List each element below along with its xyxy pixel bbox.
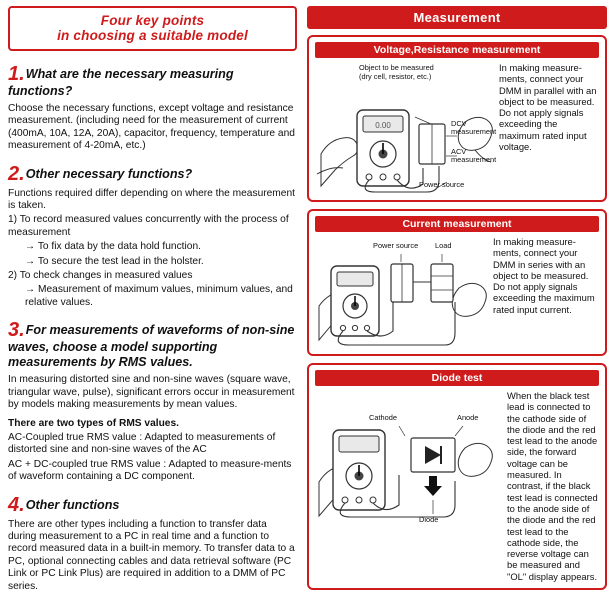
panel-voltage-body: [315, 62, 599, 194]
panel-voltage-resistance: [307, 35, 607, 202]
section-2-list-item-3: → To secure the test lead in the holster.: [25, 255, 204, 267]
label-cathode: Cathode: [369, 413, 397, 422]
section-3-number: 3.: [8, 319, 25, 342]
left-header-line2: in choosing a suitable model: [57, 28, 248, 43]
panel-diode-title: Diode test: [315, 370, 599, 386]
note-voltage-measurement: In making measure-ments, connect your DMM in parallel with an object to be measured. Do not apply signals exceeding the maximum rated input voltage.: [499, 62, 597, 153]
figure-voltage-measurement: [315, 62, 497, 194]
label-current-power-source: Power source: [373, 241, 419, 250]
section-2-list-item-5: → Measurement of maximum values, minimum values, and relative values.: [25, 284, 293, 308]
section-2-list-item-1: 1) To record measured values concurrently with the process of measurement: [8, 214, 289, 238]
section-2-heading: [8, 162, 297, 185]
section-1-number: 1.: [8, 63, 25, 85]
label-anode: Anode: [457, 413, 479, 422]
label-current-load: Load: [435, 241, 452, 250]
section-1-paragraph: Choose the necessary functions, except voltage and resistance measurement. (including need for the measurement of current (400mA, 10A, 12A, 20A), capacitor, frequency, temperature and measurement of 4-20mA, etc.): [8, 103, 295, 152]
section-3-paragraph-3: AC + DC-coupled true RMS value : Adapted to measure-ments of waveform containing a DC component.: [8, 458, 292, 483]
section-3-paragraph-2: AC-Coupled true RMS value : Adapted to measurements of distorted sine and non-sine waves of the AC: [8, 431, 276, 456]
label-acv-line2: measurement: [451, 155, 497, 164]
section-3-paragraph: In measuring distorted sine and non-sine waves (square wave, triangular wave, pulse), significant errors occur in measurement by models making measurements by mean values.: [8, 374, 295, 411]
section-4-number: 4.: [8, 493, 25, 516]
right-column: [307, 6, 607, 609]
left-header-box: [8, 6, 297, 51]
panel-current-body: [315, 236, 599, 348]
current-diagram-svg: [315, 236, 487, 348]
section-3-question: For measurements of waveforms of non-sine waves, choose a model supporting measurements by RMS values.: [8, 323, 295, 370]
svg-text:0.00: 0.00: [375, 121, 391, 130]
label-power-source: Power source: [419, 180, 465, 189]
label-object-line2: (dry cell, resistor, etc.): [359, 72, 432, 81]
section-4-heading: [8, 493, 297, 516]
section-2-list-item-4: 2) To check changes in measured values: [8, 270, 193, 282]
section-2-number: 2.: [8, 162, 25, 185]
section-4-question: Other functions: [25, 497, 120, 512]
section-2-question: Other necessary functions?: [25, 166, 193, 181]
label-acv-line1: ACV: [451, 147, 467, 156]
panel-diode-test: [307, 363, 607, 590]
measurement-header: Measurement: [307, 6, 607, 29]
left-column: [8, 6, 297, 609]
panel-voltage-title: Voltage,Resistance measurement: [315, 42, 599, 58]
section-3-bold-line: [8, 418, 297, 430]
note-current-measurement: In making measure-ments, connect your DMM in series with an object to be measured. Do not apply signals exceeding the maximum rated input current.: [493, 236, 595, 315]
section-4-paragraph: There are other types including a function to transfer data during measurement to a PC in real time and a function to record measured data in a built-in memory. To transfer data to a PC, optional connecting cables and data retrieval software (PC Link or PC Link Plus) are required in addition to a DMM of PC series.: [8, 518, 295, 592]
section-3-heading: [8, 321, 297, 370]
panel-current-title: Current measurement: [315, 216, 599, 232]
panel-current: [307, 209, 607, 356]
section-2-list-item-2: → To fix data by the data hold function.: [25, 241, 201, 253]
label-dcv-line1: DCV: [451, 119, 467, 128]
section-1-question: What are the necessary measuring functions?: [8, 67, 234, 98]
section-2-paragraph: Functions required differ depending on where the measurement is taken.: [8, 187, 295, 212]
label-diode: Diode: [419, 515, 439, 524]
note-diode-test: When the black test lead is connected to the cathode side of the diode and the red test lead to the anode side, the forward voltage can be measured. In contrast, if the black test lead is connected to the anode side of the diode and the red test lead to the cathode side, the reverse voltage can be measured and "OL" display appears.: [507, 390, 598, 582]
figure-diode-test: [315, 390, 501, 540]
label-dcv-line2: measurement: [451, 127, 497, 136]
panel-diode-body: [315, 390, 599, 582]
section-3-bold-text: There are two types of RMS values.: [8, 417, 179, 429]
section-1-heading: [8, 65, 297, 99]
label-object-line1: Object to be measured: [359, 63, 434, 72]
left-header-line1: Four key points: [100, 13, 205, 28]
figure-current-measurement: [315, 236, 487, 348]
